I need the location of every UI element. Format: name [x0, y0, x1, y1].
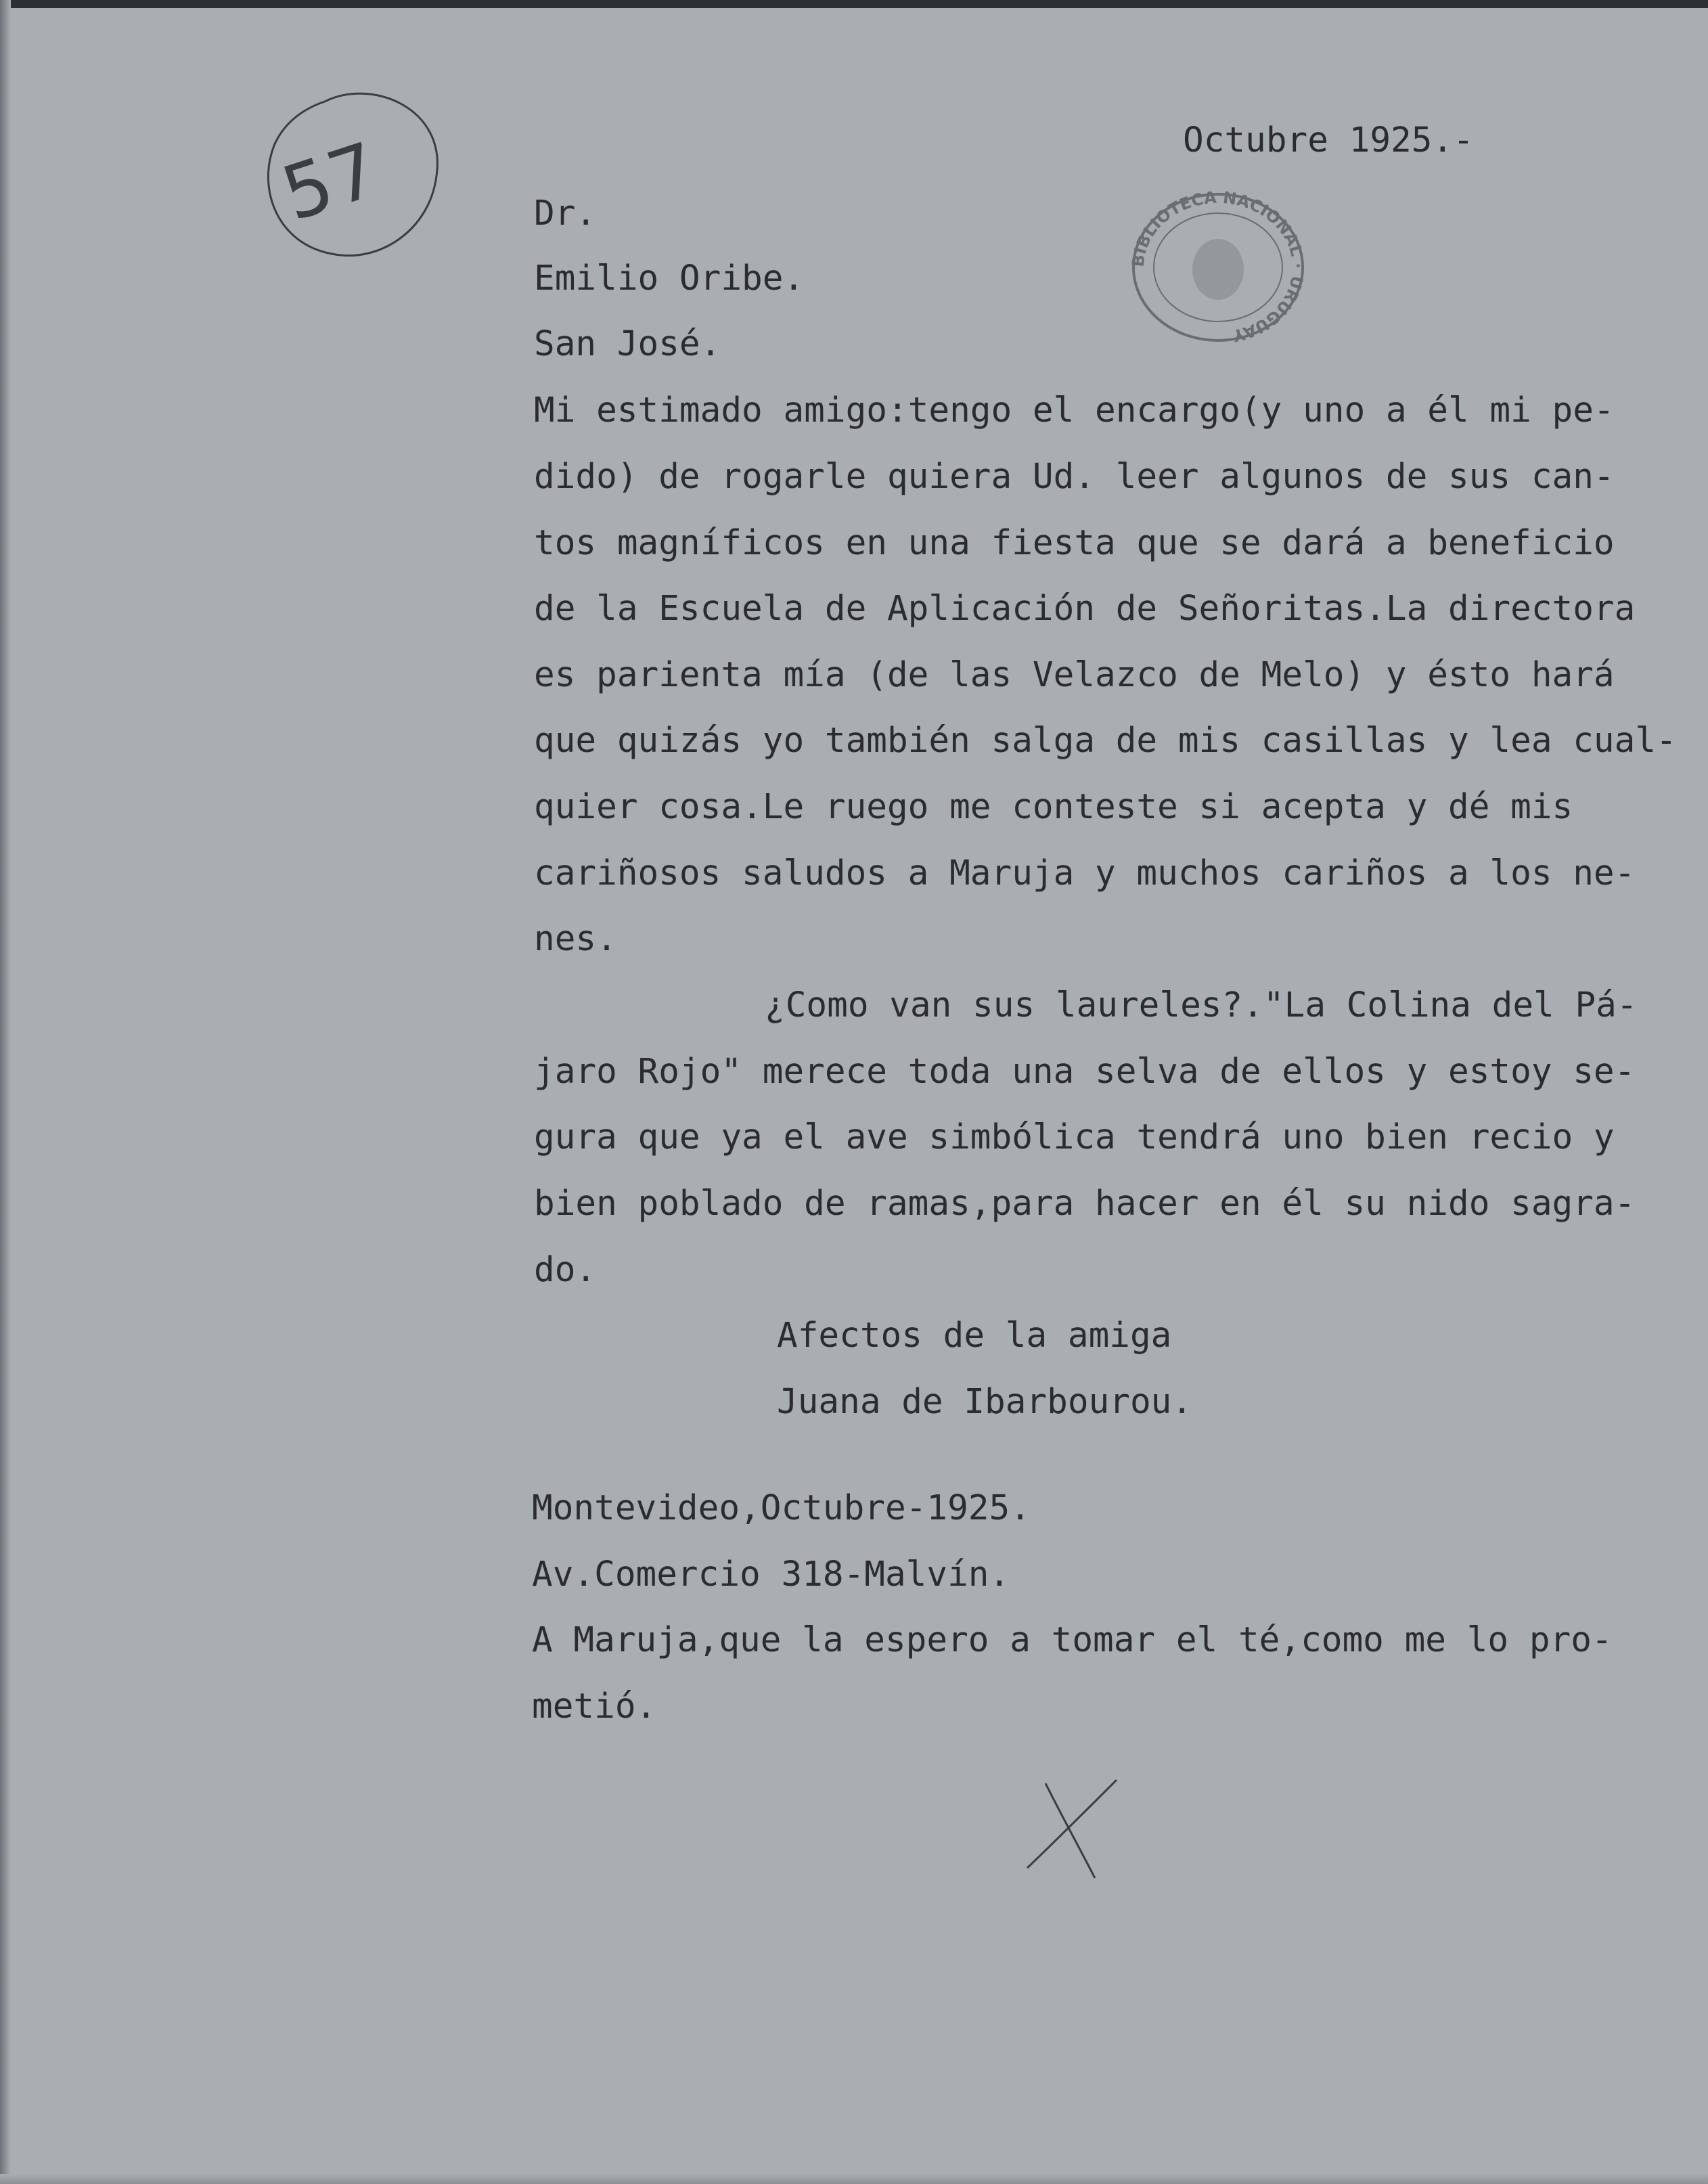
body-line: jaro Rojo" merece toda una selva de ellos y estoy se- — [534, 1052, 1636, 1092]
addressee-line: San José. — [534, 324, 721, 364]
addressee-line: Dr. — [534, 194, 597, 233]
archive-stamp — [1117, 183, 1320, 352]
signature-line: Juana de Ibarbourou. — [777, 1382, 1193, 1422]
scan-bottom-edge — [0, 2174, 1708, 2184]
scan-top-edge — [0, 0, 1708, 8]
body-line: de la Escuela de Aplicación de Señoritas.La directora — [534, 589, 1636, 629]
body-line: tos magníficos en una fiesta que se dará a beneficio — [534, 523, 1615, 563]
postscript-line: Av.Comercio 318-Malvín. — [532, 1555, 1010, 1595]
stamp-text: BIBLIOTECA NACIONAL · URUGUAY — [1128, 187, 1308, 346]
body-line: nes. — [534, 919, 617, 959]
body-line: es parienta mía (de las Velazco de Melo) y ésto hará — [534, 655, 1615, 695]
body-line: cariñosos saludos a Maruja y muchos cariños a los ne- — [534, 853, 1636, 893]
body-line: gura que ya el ave simbólica tendrá uno bien recio y — [534, 1117, 1615, 1157]
body-line: ¿Como van sus laureles?."La Colina del Pá- — [765, 985, 1638, 1025]
folio-number-pencil — [244, 81, 447, 277]
postscript-line: metió. — [532, 1687, 657, 1726]
body-line: que quizás yo también salga de mis casillas y lea cual- — [534, 721, 1677, 761]
addressee-line: Emilio Oribe. — [534, 259, 805, 298]
body-line: quier cosa.Le ruego me conteste si acepta y dé mis — [534, 787, 1573, 827]
postscript-line: A Maruja,que la espero a tomar el té,como me lo pro- — [532, 1620, 1613, 1660]
body-line: Mi estimado amigo:tengo el encargo(y uno a él mi pe- — [534, 391, 1615, 430]
scan-left-edge — [0, 0, 11, 2184]
letter-date: Octubre 1925.- — [1183, 120, 1474, 160]
closing-line: Afectos de la amiga — [777, 1316, 1172, 1356]
pencil-x-mark — [1015, 1766, 1137, 1888]
body-line: do. — [534, 1250, 597, 1290]
folio-number-text: 57 — [272, 126, 389, 238]
body-line: dido) de rogarle quiera Ud. leer algunos de sus can- — [534, 457, 1615, 497]
stamp-emblem — [1192, 239, 1244, 300]
postscript-line: Montevideo,Octubre-1925. — [532, 1488, 1031, 1528]
body-line: bien poblado de ramas,para hacer en él su nido sagra- — [534, 1184, 1636, 1224]
